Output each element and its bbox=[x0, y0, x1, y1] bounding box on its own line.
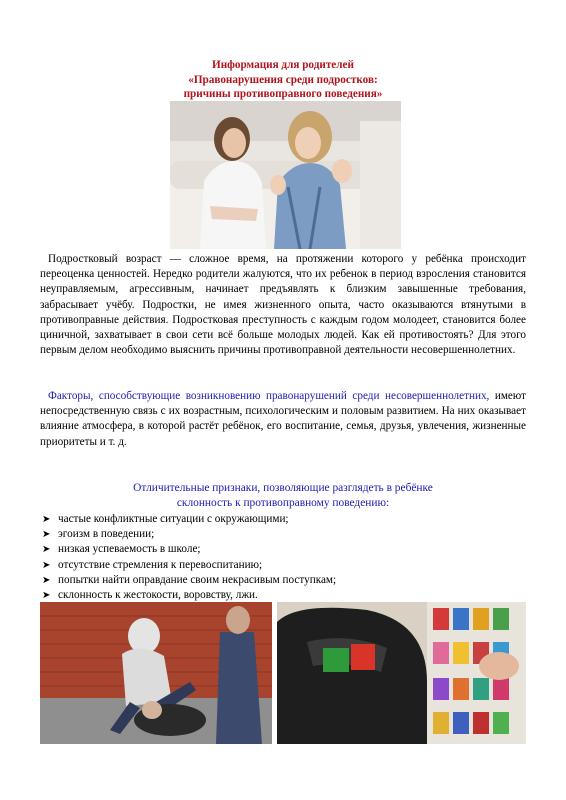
arrowhead-bullet-icon: ➤ bbox=[42, 574, 51, 586]
list-item: ➤ склонность к жестокости, воровству, лжи. bbox=[40, 588, 526, 603]
arrowhead-bullet-icon: ➤ bbox=[42, 544, 51, 556]
arrowhead-bullet-icon: ➤ bbox=[42, 514, 51, 525]
factors-text: имеют непосредственную связь с их возрастным, психологическим и половым развитием. На них оказывает влияние атмосфера, в которой растёт ребёнок, его воспитание, семья, друзья, увлечения, жизненные приоритеты и т. д. bbox=[40, 390, 526, 448]
intro-text: Подростковый возраст — сложное время, на протяжении которого у ребёнка происходит переоценка ценностей. Нередко родители жалуются, что их ребенок в период взросления становится неуправляемым, агрессивным, начинает предъявлять к близким завышенные требования, забрасывает учёбу. Подростки, не имея жизненного опыта, часто оказываются втянутыми в противоправные действия. Подростковая преступность с каждым годом молодеет, становится более циничной, захватывает в свои сети всё больше молодых людей. Как ей противостоять? Для этого первым делом необходимо выяснить причины противоправной деятельности несовершеннолетних. bbox=[40, 253, 526, 357]
intro-paragraph bbox=[40, 252, 526, 358]
photo-mother-and-teen-daughter bbox=[170, 101, 401, 249]
arrowhead-bullet-icon: ➤ bbox=[42, 529, 51, 541]
title-line-3: причины противоправного поведения» bbox=[183, 88, 383, 100]
title-line-1: Информация для родителей bbox=[212, 59, 354, 71]
list-item: ➤ низкая успеваемость в школе; bbox=[40, 542, 526, 557]
arrowhead-bullet-icon: ➤ bbox=[42, 559, 51, 571]
list-item: ➤ эгоизм в поведении; bbox=[40, 527, 526, 542]
photo-shoplifting bbox=[277, 602, 526, 744]
factors-paragraph bbox=[40, 389, 526, 450]
title-line-2: «Правонарушения среди подростков: bbox=[188, 73, 378, 86]
document-title bbox=[40, 58, 526, 102]
signs-list bbox=[40, 512, 526, 603]
signs-heading-line-2: склонность к противоправному поведению: bbox=[176, 497, 390, 509]
signs-heading-line-1: Отличительные признаки, позволяющие разглядеть в ребёнке bbox=[133, 482, 433, 494]
signs-heading bbox=[40, 481, 526, 511]
list-item: ➤ частые конфликтные ситуации с окружающими; bbox=[40, 512, 526, 527]
list-item: ➤ отсутствие стремления к перевоспитанию; bbox=[40, 558, 526, 573]
factors-highlight: Факторы, способствующие возникновению правонарушений среди несовершеннолетних, bbox=[48, 390, 490, 402]
photo-teen-bullying bbox=[40, 602, 272, 744]
arrowhead-bullet-icon: ➤ bbox=[42, 590, 51, 602]
list-item: ➤ попытки найти оправдание своим некрасивым поступкам; bbox=[40, 573, 526, 588]
